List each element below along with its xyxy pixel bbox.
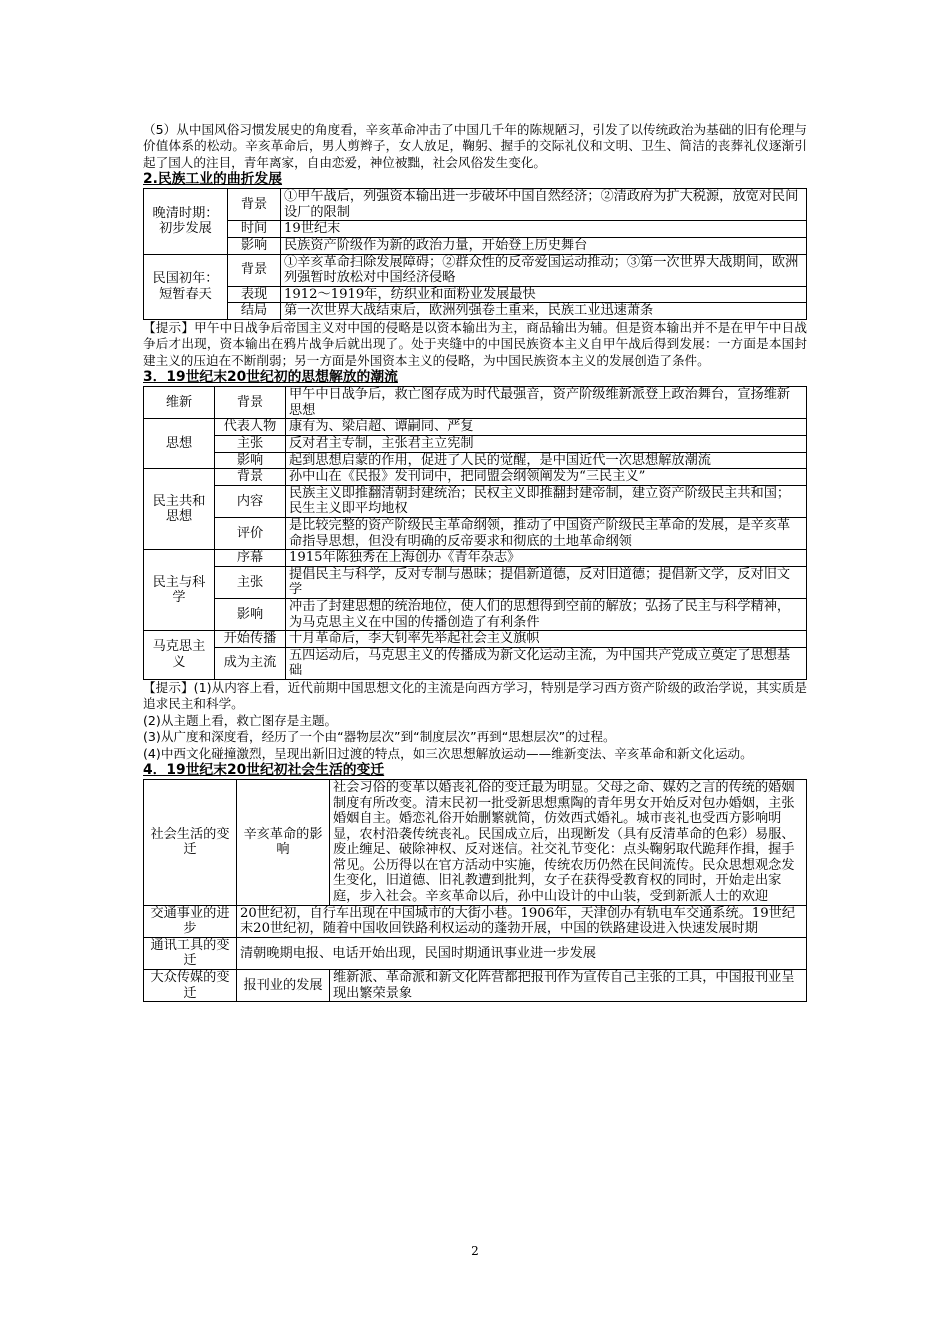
value-cell: 反对君主专制，主张君主立宪制 (286, 435, 807, 452)
tip-paragraph: 【提示】(1)从内容上看，近代前期中国思想文化的主流是向西方学习，特别是学习西方资产阶级的政治学说，其实质是追求民主和科学。 (143, 679, 807, 712)
document-page (143, 122, 807, 1002)
key-cell: 背景 (228, 254, 281, 286)
value-cell: 1915年陈独秀在上海创办《青年杂志》 (286, 550, 807, 567)
value-cell: 五四运动后，马克思主义的传播成为新文化运动主流，为中国共产党成立奠定了思想基础 (286, 647, 807, 679)
tip-paragraph: (4)中西文化碰撞激烈，呈现出新旧过渡的特点，如三次思想解放运动——维新变法、辛亥革命和新文化运动。 (143, 745, 753, 761)
group-cell: 民主与科学 (144, 550, 215, 631)
table-row (144, 221, 807, 238)
table-row (144, 286, 807, 303)
key-cell: 主张 (215, 435, 286, 452)
value-cell: 维新派、革命派和新文化阵营都把报刊作为宣传自己主张的工具，中国报刊业呈现出繁荣景象 (330, 970, 807, 1002)
section-3-title: 3．19世纪末20世纪初的思想解放的潮流 (143, 369, 398, 386)
value-cell: 第一次世界大战结束后，欧洲列强卷土重来，民族工业迅速萧条 (281, 303, 807, 320)
group-cell: 通讯工具的变迁 (144, 937, 237, 969)
table-row (144, 189, 807, 221)
key-cell: 影响 (215, 598, 286, 630)
value-cell: 甲午中日战争后，救亡图存成为时代最强音，资产阶级维新派登上政治舞台，宣扬维新思想 (286, 387, 807, 419)
value-cell: 起到思想启蒙的作用，促进了人民的觉醒，是中国近代一次思想解放潮流 (286, 452, 807, 469)
key-cell: 成为主流 (215, 647, 286, 679)
key-cell: 表现 (228, 286, 281, 303)
value-cell: 康有为、梁启超、谭嗣同、严复 (286, 419, 807, 436)
table-row (144, 631, 807, 648)
table-row (144, 387, 807, 419)
key-cell: 时间 (228, 221, 281, 238)
key-cell: 报刊业的发展 (237, 970, 330, 1002)
key-cell: 内容 (215, 485, 286, 517)
group-cell: 交通事业的进步 (144, 905, 237, 937)
table-row (144, 419, 807, 436)
tip-paragraph: (3)从广度和深度看，经历了一个由“器物层次”到“制度层次”再到“思想层次”的过程。 (143, 729, 616, 745)
key-cell: 背景 (215, 469, 286, 486)
key-cell: 辛亥革命的影响 (237, 779, 330, 905)
table-row (144, 452, 807, 469)
value-cell: 民族主义即推翻清朝封建统治；民权主义即推翻封建帝制，建立资产阶级民主共和国；民生主义即平均地权 (286, 485, 807, 517)
section-4-title: 4．19世纪末20世纪初社会生活的变迁 (143, 761, 385, 778)
group-cell: 马克思主义 (144, 631, 215, 680)
value-cell: 十月革命后，李大钊率先举起社会主义旗帜 (286, 631, 807, 648)
value-cell: 19世纪末 (281, 221, 807, 238)
table-row (144, 647, 807, 679)
key-cell: 背景 (215, 387, 286, 419)
table-row (144, 937, 807, 969)
table-row (144, 970, 807, 1002)
key-cell: 序幕 (215, 550, 286, 567)
tip-paragraph: 【提示】甲午中日战争后帝国主义对中国的侵略是以资本输出为主，商品输出为辅。但是资本输出并不是在甲午中日战争后才出现，资本输出在鸦片战争后就出现了。处于夹缝中的中国民族资本主义自甲午战后得到发展：一方面是本国封建主义的压迫在不断削弱；另一方面是外国资本主义的侵略，为中国民族资本主义的发展创造了条件。 (143, 319, 807, 368)
key-cell: 开始传播 (215, 631, 286, 648)
group-cell: 思想 (144, 419, 215, 469)
table-row (144, 598, 807, 630)
table-row (144, 435, 807, 452)
key-cell: 背景 (228, 189, 281, 221)
value-cell: 1912～1919年，纺织业和面粉业发展最快 (281, 286, 807, 303)
value-cell: 社会习俗的变革以婚丧礼俗的变迁最为明显。父母之命、媒妁之言的传统的婚姻制度有所改变。清末民初一批受新思想熏陶的青年男女开始反对包办婚姻，主张婚姻自主。婚恋礼俗开始删繁就简，仿效西式婚礼。城市丧礼也受西方影响明显，农村沿袭传统丧礼。民国成立后，出现断发（具有反清革命的色彩）易服、废止缠足、破除神权、反对迷信。社交礼节变化：点头鞠躬取代跪拜作揖，握手常见。公历得以在官方活动中实施，传统农历仍然在民间流传。民众思想观念发生变化，旧道德、旧礼教遭到批判，女子在获得受教育权的同时，开始走出家庭，步入社会。辛亥革命以后，孙中山设计的中山装，受到新派人士的欢迎 (330, 779, 807, 905)
key-cell: 结局 (228, 303, 281, 320)
table-row (144, 303, 807, 320)
value-cell: 提倡民主与科学，反对专制与愚昧；提倡新道德，反对旧道德；提倡新文学，反对旧文学 (286, 566, 807, 598)
value-cell: 是比较完整的资产阶级民主革命纲领，推动了中国资产阶级民主革命的发展，是辛亥革命指导思想，但没有明确的反帝要求和彻底的土地革命纲领 (286, 517, 807, 549)
section-2-title: 2.民族工业的曲折发展 (143, 171, 283, 188)
value-cell: ①甲午战后，列强资本输出进一步破坏中国自然经济；②清政府为扩大税源，放宽对民间设厂的限制 (281, 189, 807, 221)
intro-paragraph: （5）从中国风俗习惯发展史的角度看，辛亥革命冲击了中国几千年的陈规陋习，引发了以传统政治为基础的旧有伦理与价值体系的松动。辛亥革命后，男人剪辫子，女人放足，鞠躬、握手的交际礼仪和文明、卫生、简洁的丧葬礼仪逐渐引起了国人的注目，青年离家，自由恋爱，神位被黜，社会风俗发生变化。 (143, 122, 807, 170)
value-cell: ①辛亥革命扫除发展障碍；②群众性的反帝爱国运动推动；③第一次世界大战期间，欧洲列强暂时放松对中国经济侵略 (281, 254, 807, 286)
key-cell: 影响 (228, 238, 281, 255)
value-cell: 孙中山在《民报》发刊词中，把同盟会纲领阐发为“三民主义” (286, 469, 807, 486)
table-row (144, 238, 807, 255)
group-cell: 社会生活的变迁 (144, 779, 237, 905)
table-row (144, 485, 807, 517)
table-row (144, 517, 807, 549)
group-cell: 民主共和思想 (144, 469, 215, 550)
group-cell: 民国初年：短暂春天 (144, 254, 228, 319)
value-cell: 20世纪初，自行车出现在中国城市的大街小巷。1906年，天津创办有轨电车交通系统。19世纪末20世纪初，随着中国收回铁路利权运动的蓬勃开展，中国的铁路建设进入快速发展时期 (237, 905, 807, 937)
thought-table (143, 386, 807, 680)
tip-paragraph: (2)从主题上看，救亡图存是主题。 (143, 712, 338, 728)
group-cell: 维新 (144, 387, 215, 419)
value-cell: 冲击了封建思想的统治地位，使人们的思想得到空前的解放；弘扬了民主与科学精神，为马克思主义在中国的传播创造了有利条件 (286, 598, 807, 630)
key-cell: 主张 (215, 566, 286, 598)
key-cell: 评价 (215, 517, 286, 549)
society-table (143, 779, 807, 1002)
table-row (144, 550, 807, 567)
page-number: 2 (471, 1244, 479, 1258)
value-cell: 清朝晚期电报、电话开始出现，民国时期通讯事业进一步发展 (237, 937, 807, 969)
key-cell: 影响 (215, 452, 286, 469)
table-row (144, 566, 807, 598)
table-row (144, 779, 807, 905)
table-row (144, 469, 807, 486)
key-cell: 代表人物 (215, 419, 286, 436)
table-row (144, 254, 807, 286)
group-cell: 大众传媒的变迁 (144, 970, 237, 1002)
group-cell: 晚清时期：初步发展 (144, 189, 228, 254)
value-cell: 民族资产阶级作为新的政治力量，开始登上历史舞台 (281, 238, 807, 255)
industry-table (143, 188, 807, 320)
table-row (144, 905, 807, 937)
